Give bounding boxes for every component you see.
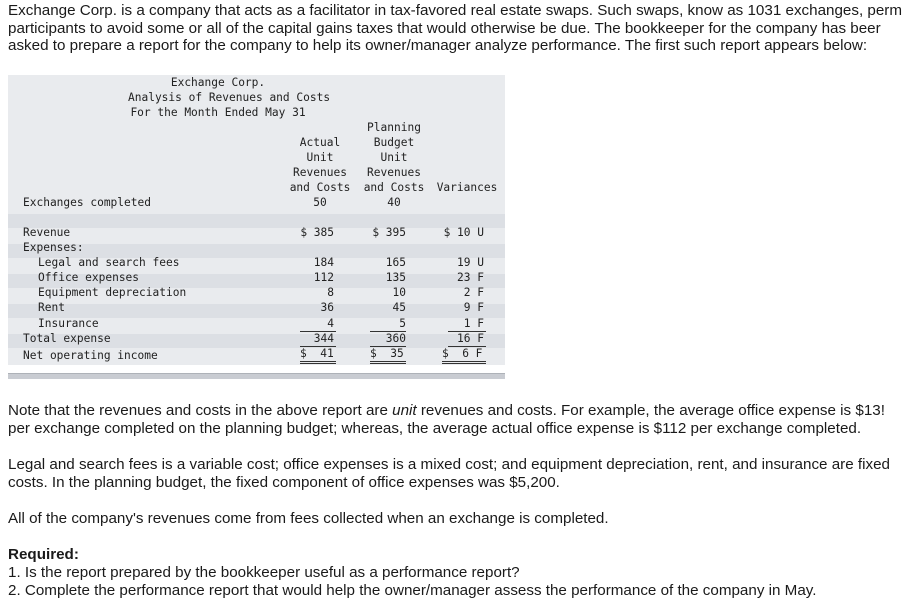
expense-actual: 36 (320, 301, 334, 314)
expense-actual: 184 (313, 256, 334, 269)
note-line: Legal and search fees is a variable cost; office expenses is a mixed cost; and equipment depreciation, rent, and insurance are fixed (8, 456, 890, 473)
col-budget-header-2: Budget (373, 136, 415, 149)
expense-label: Equipment depreciation (38, 286, 187, 299)
revenue-actual: $ 385 (300, 226, 334, 239)
expense-label: Rent (38, 301, 65, 314)
intro-line: participants to avoid some or all of the capital gains taxes that would otherwise be due. The bookkeeper for the company has beer (8, 19, 881, 37)
exchanges-actual: 50 (313, 196, 327, 209)
intro-paragraph (8, 2, 902, 55)
noi-budget: $ 35 (370, 347, 404, 360)
noi-double-rule (300, 361, 336, 364)
col-budget-header-3: Unit (380, 151, 408, 164)
noi-actual: $ 41 (300, 347, 334, 360)
col-variance-header: Variances (436, 181, 498, 194)
note-line: costs. In the planning budget, the fixed component of office expenses was $5,200. (8, 474, 560, 491)
required-section (8, 546, 816, 600)
expense-budget: 135 (385, 271, 406, 284)
noi-double-rule (442, 361, 486, 364)
report-subtitle: Analysis of Revenues and Costs (128, 91, 331, 104)
col-actual-header-4: and Costs (289, 181, 351, 194)
note-unit-costs (8, 402, 885, 438)
note-line: per exchange completed on the planning budget; whereas, the average actual office expense is $112 per exchange completed. (8, 420, 862, 437)
expense-variance: 9 F (463, 301, 484, 314)
noi-double-rule (370, 361, 406, 364)
expense-budget: 165 (385, 256, 406, 269)
note-cost-behavior (8, 456, 890, 492)
expenses-label: Expenses: (23, 241, 84, 254)
noi-label: Net operating income (23, 349, 158, 362)
note-italic-unit: unit (392, 402, 417, 419)
total-expense-actual: 344 (313, 332, 334, 345)
expense-variance: 2 F (463, 286, 484, 299)
expense-label: Insurance (38, 317, 99, 330)
intro-line: Exchange Corp. is a company that acts as a facilitator in tax-favored real estate swaps. Such swaps, know as 1031 exchanges, perm (8, 2, 902, 19)
col-actual-header-1: Actual (299, 136, 341, 149)
exchanges-budget: 40 (387, 196, 401, 209)
expense-actual: 112 (313, 271, 334, 284)
total-expense-label: Total expense (23, 332, 111, 345)
required-item: 2. Complete the performance report that would help the owner/manager assess the performance of the company in May. (8, 582, 817, 599)
expense-variance: 1 F (463, 317, 484, 330)
expense-actual: 4 (327, 317, 334, 330)
analysis-report (8, 75, 505, 365)
expense-budget: 5 (399, 317, 406, 330)
report-bottom-bar (8, 373, 505, 379)
total-expense-variance: 16 F (457, 332, 484, 345)
col-actual-header-2: Unit (306, 151, 334, 164)
intro-line: asked to prepare a report for the company to help its owner/manager analyze performance. The first such report appears below: (8, 37, 868, 54)
report-title: Exchange Corp. (170, 76, 266, 89)
expense-budget: 45 (392, 301, 406, 314)
expense-variance: 19 U (457, 256, 484, 269)
expense-variance: 23 F (457, 271, 484, 284)
exchanges-label: Exchanges completed (23, 196, 151, 209)
note-line: Note that the revenues and costs in the above report are unit revenues and costs. For example, the average office expense is $13! (8, 402, 885, 419)
expense-label: Legal and search fees (38, 256, 180, 269)
col-budget-header-5: and Costs (363, 181, 425, 194)
col-actual-header-3: Revenues (293, 166, 347, 179)
revenue-label: Revenue (23, 226, 71, 239)
expense-budget: 10 (392, 286, 406, 299)
expense-label: Office expenses (38, 271, 140, 284)
col-budget-header-1: Planning (367, 121, 421, 134)
note-revenue-source: All of the company's revenues come from fees collected when an exchange is completed. (8, 510, 609, 527)
col-budget-header-4: Revenues (367, 166, 421, 179)
noi-variance: $ 6 F (442, 347, 483, 360)
total-expense-budget: 360 (385, 332, 406, 345)
revenue-budget: $ 395 (372, 226, 406, 239)
expense-actual: 8 (327, 286, 334, 299)
revenue-variance: $ 10 U (443, 226, 484, 239)
required-heading: Required: (8, 546, 79, 563)
required-item: 1. Is the report prepared by the bookkeeper useful as a performance report? (8, 564, 520, 581)
report-period: For the Month Ended May 31 (130, 106, 306, 119)
